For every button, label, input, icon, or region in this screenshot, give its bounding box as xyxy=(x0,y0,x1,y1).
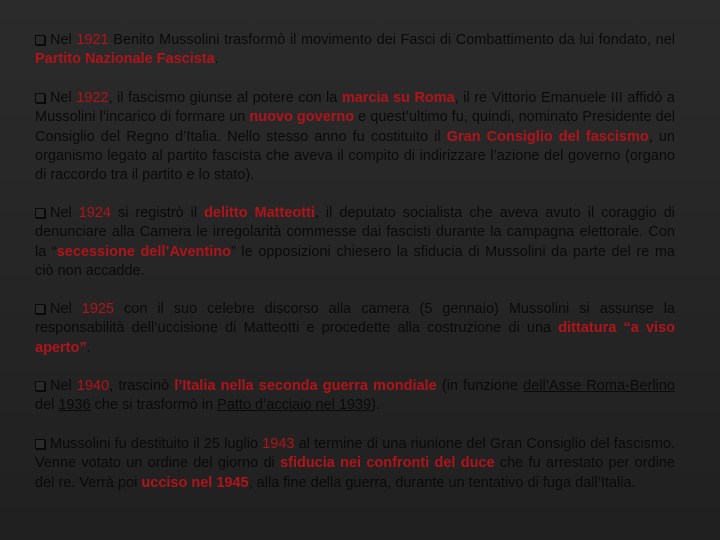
highlighted-text: 1922 xyxy=(76,90,109,106)
highlighted-text: l’Italia nella seconda guerra mondiale xyxy=(174,378,437,394)
text-segment: e quest’ultimo fu, quindi, nominato Presidente del Consiglio del Regno d’Italia. Nello stesso anno fu costituito il xyxy=(35,109,675,145)
highlighted-text: 1936 xyxy=(58,397,91,414)
text-segment: si registrò il xyxy=(110,205,205,221)
highlighted-text: sfiducia nei confronti del duce xyxy=(280,455,495,472)
text-segment: Nel xyxy=(50,90,77,106)
paragraph-1943 xyxy=(35,435,675,493)
text-segment: che fu arrestato per ordine del re. Verrà poi xyxy=(35,455,675,491)
highlighted-text: dell’Asse Roma-Berlino xyxy=(523,378,675,394)
highlighted-text: marcia su Roma xyxy=(341,90,455,106)
text-segment: (in funzione xyxy=(436,378,524,394)
text-segment: del xyxy=(35,397,59,414)
checkbox-bullet-icon xyxy=(35,381,45,391)
paragraph-1924 xyxy=(35,204,675,281)
text-segment: che si trasformò in xyxy=(90,397,218,414)
highlighted-text: 1921 xyxy=(76,32,109,48)
text-segment: , alla fine della guerra, durante un tentativo di fuga dall’Italia. xyxy=(248,474,636,491)
text-segment: Nel xyxy=(50,378,77,394)
text-segment: , un organismo legato al partito fascista che aveva il compito di indirizzare l’azione del governo (organo di raccordo tra il partito e lo stato). xyxy=(35,128,675,184)
text-segment: Nel xyxy=(50,301,82,317)
highlighted-text: secessione dell’Aventino xyxy=(56,243,231,260)
highlighted-text: dittatura “a viso aperto” xyxy=(35,320,675,356)
text-segment: Mussolini fu destituito il 25 luglio xyxy=(50,436,263,452)
highlighted-text: Gran Consiglio del fascismo xyxy=(446,128,649,145)
text-segment: , il fascismo giunse al potere con la xyxy=(108,90,342,106)
text-segment: con il suo celebre discorso alla camera (5 gennaio) Mussolini si assunse la responsabilità dell’uccisione di Matteotti e procedette alla costruzione di una xyxy=(35,301,675,337)
highlighted-text: 1924 xyxy=(78,205,111,221)
checkbox-bullet-icon xyxy=(35,439,45,449)
highlighted-text: Patto d’acciaio nel 1939 xyxy=(217,397,372,414)
text-segment: ). xyxy=(371,397,381,414)
paragraph-1922 xyxy=(35,89,675,185)
checkbox-bullet-icon xyxy=(35,93,45,103)
text-segment: ” le opposizioni chiesero la sfiducia di Mussolini da parte del re ma ciò non accadde. xyxy=(35,243,675,279)
highlighted-text: nuovo governo xyxy=(249,109,355,126)
text-segment: Nel xyxy=(50,205,79,221)
text-segment: . xyxy=(214,51,219,68)
paragraph-1921 xyxy=(35,31,675,70)
checkbox-bullet-icon xyxy=(35,208,45,218)
text-segment: , il re Vittorio Emanuele III affidò a Mussolini l’incarico di formare un xyxy=(35,90,676,126)
text-segment: Benito Mussolini trasformò il movimento dei Fasci di Combattimento da lui fondato, nel xyxy=(108,32,675,48)
checkbox-bullet-icon xyxy=(35,304,45,314)
text-segment: , trascinò xyxy=(109,378,175,394)
highlighted-text: 1943 xyxy=(262,436,295,452)
highlighted-text: delitto Matteotti xyxy=(204,205,315,221)
highlighted-text: 1925 xyxy=(81,301,115,317)
text-segment: al termine di una riunione del Gran Consiglio del fascismo. Venne votato un ordine del giorno di xyxy=(35,436,675,472)
text-segment: Nel xyxy=(50,32,77,48)
highlighted-text: ucciso nel 1945 xyxy=(141,474,249,491)
paragraph-1925 xyxy=(35,300,675,358)
text-segment: . xyxy=(86,339,91,356)
checkbox-bullet-icon xyxy=(35,35,45,45)
highlighted-text: 1940 xyxy=(76,378,110,394)
text-segment: , il deputato socialista che aveva avuto il coraggio di denunciare alla Camera le irregolarità commesse dai fascisti durante la campagna elettorale. Con la “ xyxy=(35,205,675,260)
paragraph-1940 xyxy=(35,377,675,416)
highlighted-text: Partito Nazionale Fascista xyxy=(35,51,215,68)
